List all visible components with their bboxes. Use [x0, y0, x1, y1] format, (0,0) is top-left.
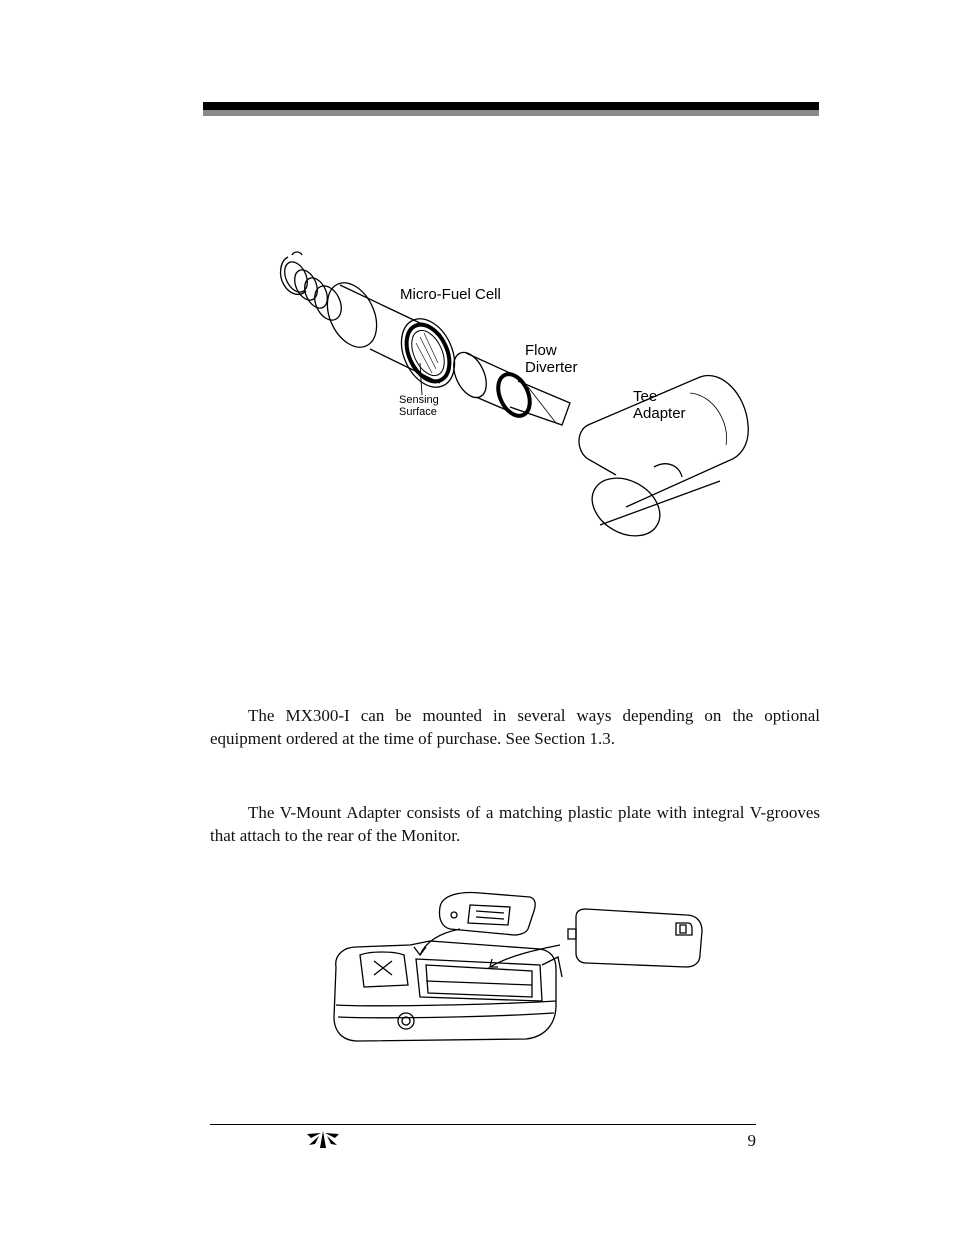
header-rule-black	[203, 102, 819, 110]
label-micro-fuel-cell: Micro-Fuel Cell	[400, 286, 501, 303]
label-sensing: Sensing	[399, 394, 439, 406]
tee-adapter	[579, 376, 748, 548]
teledyne-logo-icon	[305, 1128, 341, 1150]
footer-rule	[210, 1124, 756, 1125]
paragraph-mounting: The MX300-I can be mounted in several ways depending on the optional equipment ordered at the time of purchase. See Section 1.3.	[210, 706, 820, 748]
sensor-assembly-illustration	[270, 245, 770, 555]
label-adapter: Adapter	[633, 405, 686, 422]
monitor-body	[334, 941, 562, 1041]
header-rule-gray	[203, 110, 819, 116]
label-tee: Tee	[633, 388, 658, 405]
label-surface: Surface	[399, 406, 437, 418]
battery-cover	[439, 893, 535, 935]
v-mount-illustration	[330, 885, 710, 1050]
page-number: 9	[747, 1131, 756, 1150]
v-mount-adapter-plate	[568, 909, 702, 967]
label-flow: Flow	[525, 342, 557, 359]
label-diverter: Diverter	[525, 359, 578, 376]
paragraph-v-mount: The V-Mount Adapter consists of a matching plastic plate with integral V-grooves that attach to the rear of the Monitor.	[210, 803, 820, 845]
connector-spring	[280, 252, 346, 324]
